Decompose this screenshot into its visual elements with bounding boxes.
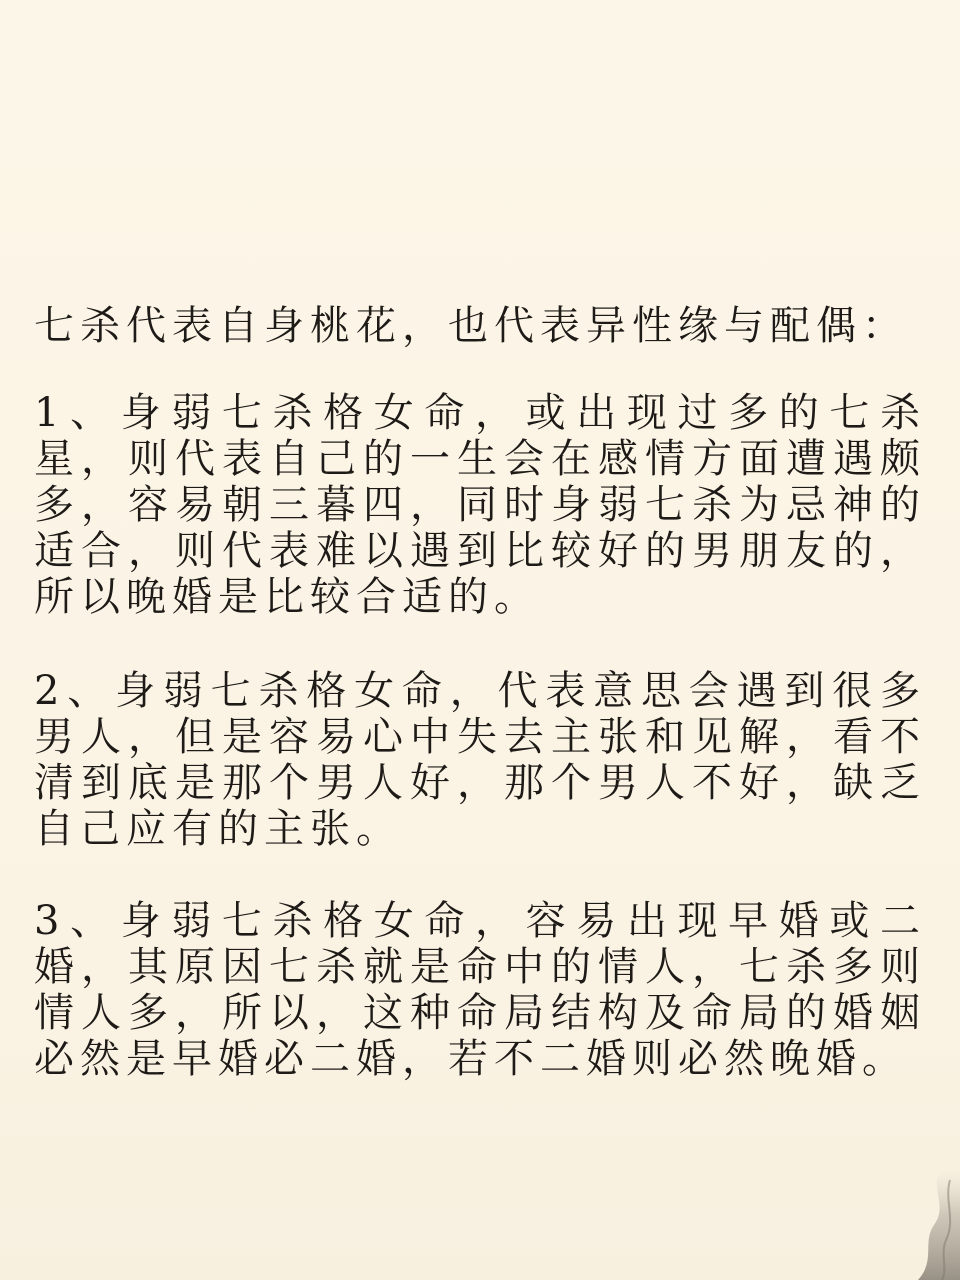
ink-wash-decoration-icon [900,1170,960,1280]
article-heading: 七杀代表自身桃花，也代表异性缘与配偶： [34,303,908,349]
paragraph-3: 3、身弱七杀格女命，容易出现早婚或二婚，其原因七杀就是命中的情人，七杀多则情人多，所以，这种命局结构及命局的婚姻必然是早婚必二婚，若不二婚则必然晚婚。 [34,898,926,1082]
paragraph-1: 1、身弱七杀格女命，或出现过多的七杀星，则代表自己的一生会在感情方面遭遇颇多，容易朝三暮四，同时身弱七杀为忌神的适合，则代表难以遇到比较好的男朋友的，所以晚婚是比较合适的。 [34,390,926,620]
article-body [34,300,926,1128]
paragraph-2: 2、身弱七杀格女命，代表意思会遇到很多男人，但是容易心中失去主张和见解，看不清到底是那个男人好，那个男人不好，缺乏自己应有的主张。 [34,668,926,852]
